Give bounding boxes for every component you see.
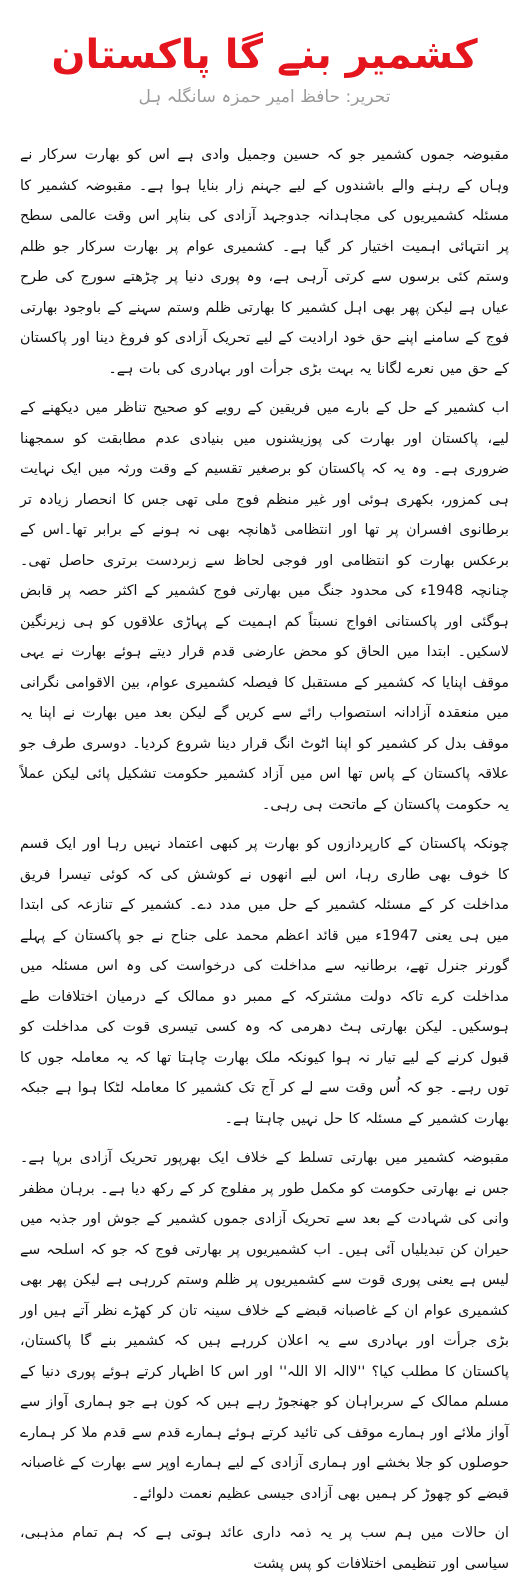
article-byline: تحریر: حافظ امیر حمزہ سانگلہ ہل [138, 87, 391, 107]
article-paragraph: ان حالات میں ہم سب پر یہ ذمہ داری عائد ہوتی ہے کہ ہم تمام مذہبی، سیاسی اور تنظیمی اختلافات کو پس پشت [20, 1525, 509, 1572]
article-title: کشمیر بنے گا پاکستان [51, 32, 478, 78]
article-paragraph: چونکہ پاکستان کے کارپردازوں کو بھارت پر کبھی اعتماد نہیں رہا اور ایک قسم کا خوف بھی طاری رہا، اس لیے انھوں نے کوشش کی کہ کوئی تیسرا فریق مداخلت کر کے مسئلہ کشمیر کے حل میں مدد دے۔ کشمیر کے تنازعہ کی ابتدا میں ہی یعنی 1947ء میں قائد اعظم محمد علی جناح نے جو پاکستان کے پہلے گورنر جنرل تھے، برطانیہ سے مداخلت کی درخواست کی وہ اس مسئلہ میں مداخلت کرے تاکہ دولت مشترکہ کے ممبر دو ممالک کے درمیان اختلافات طے ہوسکیں۔ لیکن بھارتی ہٹ دھرمی کہ وہ کسی تیسری قوت کی مداخلت کو قبول کرنے کے لیے تیار نہ ہوا کیونکہ ملک بھارت چاہتا تھا کہ یہ معاملہ جوں کا توں رہے۔ جو کہ اُس وقت سے لے کر آج تک کشمیر کا معاملہ لٹکا ہوا ہے جبکہ بھارت کشمیر کے مسئلہ کا حل نہیں چاہتا ہے۔ [20, 836, 509, 1127]
article-paragraph: اب کشمیر کے حل کے بارے میں فریقین کے رویے کو صحیح تناظر میں دیکھنے کے لیے، پاکستان اور بھارت کی پوزیشنوں میں بنیادی عدم مطابقت کو سمجھنا ضروری ہے۔ وہ یہ کہ پاکستان کو برصغیر تقسیم کے وقت ورثہ میں ایک نہایت ہی کمزور، بکھری ہوئی اور غیر منظم فوج ملی تھی جس کا انحصار زیادہ تر برطانوی افسران پر تھا اور انتظامی ڈھانچہ بھی نہ ہونے کے برابر تھا۔اس کے برعکس بھارت کو انتظامی اور فوجی لحاظ سے زبردست برتری حاصل تھی۔ چنانچہ 1948ء کی محدود جنگ میں بھارتی فوج کشمیر کے اکثر حصہ پر قابض ہوگئی اور پاکستانی افواج نسبتاً کم اہمیت کے پہاڑی علاقوں کو ہی زیرنگین لاسکیں۔ ابتدا میں الحاق کو محض عارضی قدم قرار دیتے ہوئے بھارت نے یہی موقف اپنایا کہ کشمیر کے مستقبل کا فیصلہ کشمیری عوام، بین الاقوامی نگرانی میں منعقدہ آزادانہ استصواب رائے سے کریں گے لیکن بعد میں بھارت نے اپنا یہ موقف بدل کر کشمیر کو اپنا اٹوٹ انگ قرار دینا شروع کردیا۔ دوسری طرف جو علاقہ پاکستان کے پاس تھا اس میں آزاد کشمیر حکومت تشکیل پائی لیکن عملاً یہ حکومت پاکستان کے ماتحت ہی رہی۔ [20, 400, 509, 813]
article-paragraph: مقبوضہ جموں کشمیر جو کہ حسین وجمیل وادی ہے اس کو بھارت سرکار نے وہاں کے رہنے والے باشندوں کے لیے جہنم زار بنایا ہوا ہے۔ مقبوضہ کشمیر کا مسئلہ کشمیریوں کی مجاہدانہ جدوجہد آزادی کی بناپر اس وقت عالمی سطح پر انتہائی اہمیت اختیار کر گیا ہے۔ کشمیری عوام پر بھارت سرکار جو ظلم وستم کئی برسوں سے کرتی آرہی ہے، وہ پوری دنیا پر چڑھتے سورج کی طرح عیاں ہے لیکن پھر بھی اہل کشمیر کا بھارتی ظلم وستم سہنے کے باوجود بھارتی فوج کے سامنے اپنے حق خود ارادیت کے لیے تحریک آزادی کو فروغ دینا اور پاکستان کے حق میں نعرے لگانا یہ بہت بڑی جرأت اور بہادری کی بات ہے۔ [20, 147, 509, 377]
article-paragraph: مقبوضہ کشمیر میں بھارتی تسلط کے خلاف ایک بھرپور تحریک آزادی برپا ہے۔ جس نے بھارتی حکومت کو مکمل طور پر مفلوج کر کے رکھ دیا ہے۔ برہان مظفر وانی کی شہادت کے بعد سے تحریک آزادی جموں کشمیر کے جوش اور جذبہ میں حیران کن تبدیلیاں آئی ہیں۔ اب کشمیریوں پر بھارتی فوج کہ جو کہ اسلحہ سے لیس ہے یعنی پوری قوت سے کشمیریوں پر ظلم وستم کررہی ہے لیکن پھر بھی کشمیری عوام ان کے غاصبانہ قبضے کے خلاف سینہ تان کر کھڑے نظر آتے ہیں اور بڑی جرأت اور بہادری سے یہ اعلان کررہے ہیں کہ کشمیر بنے گا پاکستان، پاکستان کا مطلب کیا؟ ''لاالہ الا اللہ'' اور اس کا اظہار کرتے ہوئے پوری دنیا کے مسلم ممالک کے سربراہان کو جھنجوڑ رہے ہیں کہ کون ہے جو ہماری آواز سے آواز ملائے اور ہمارے موقف کی تائید کرتے ہوئے ہمارے قدم سے قدم ملا کر ہمارے حوصلوں کو جلا بخشے اور ہماری آزادی کے لیے ہمارے اوپر سے بھارت کے غاصبانہ قبضے کو چھوڑ کر ہمیں بھی آزادی جیسی عظیم نعمت دلوائے۔ [20, 1150, 509, 1502]
article-body [20, 140, 509, 1579]
